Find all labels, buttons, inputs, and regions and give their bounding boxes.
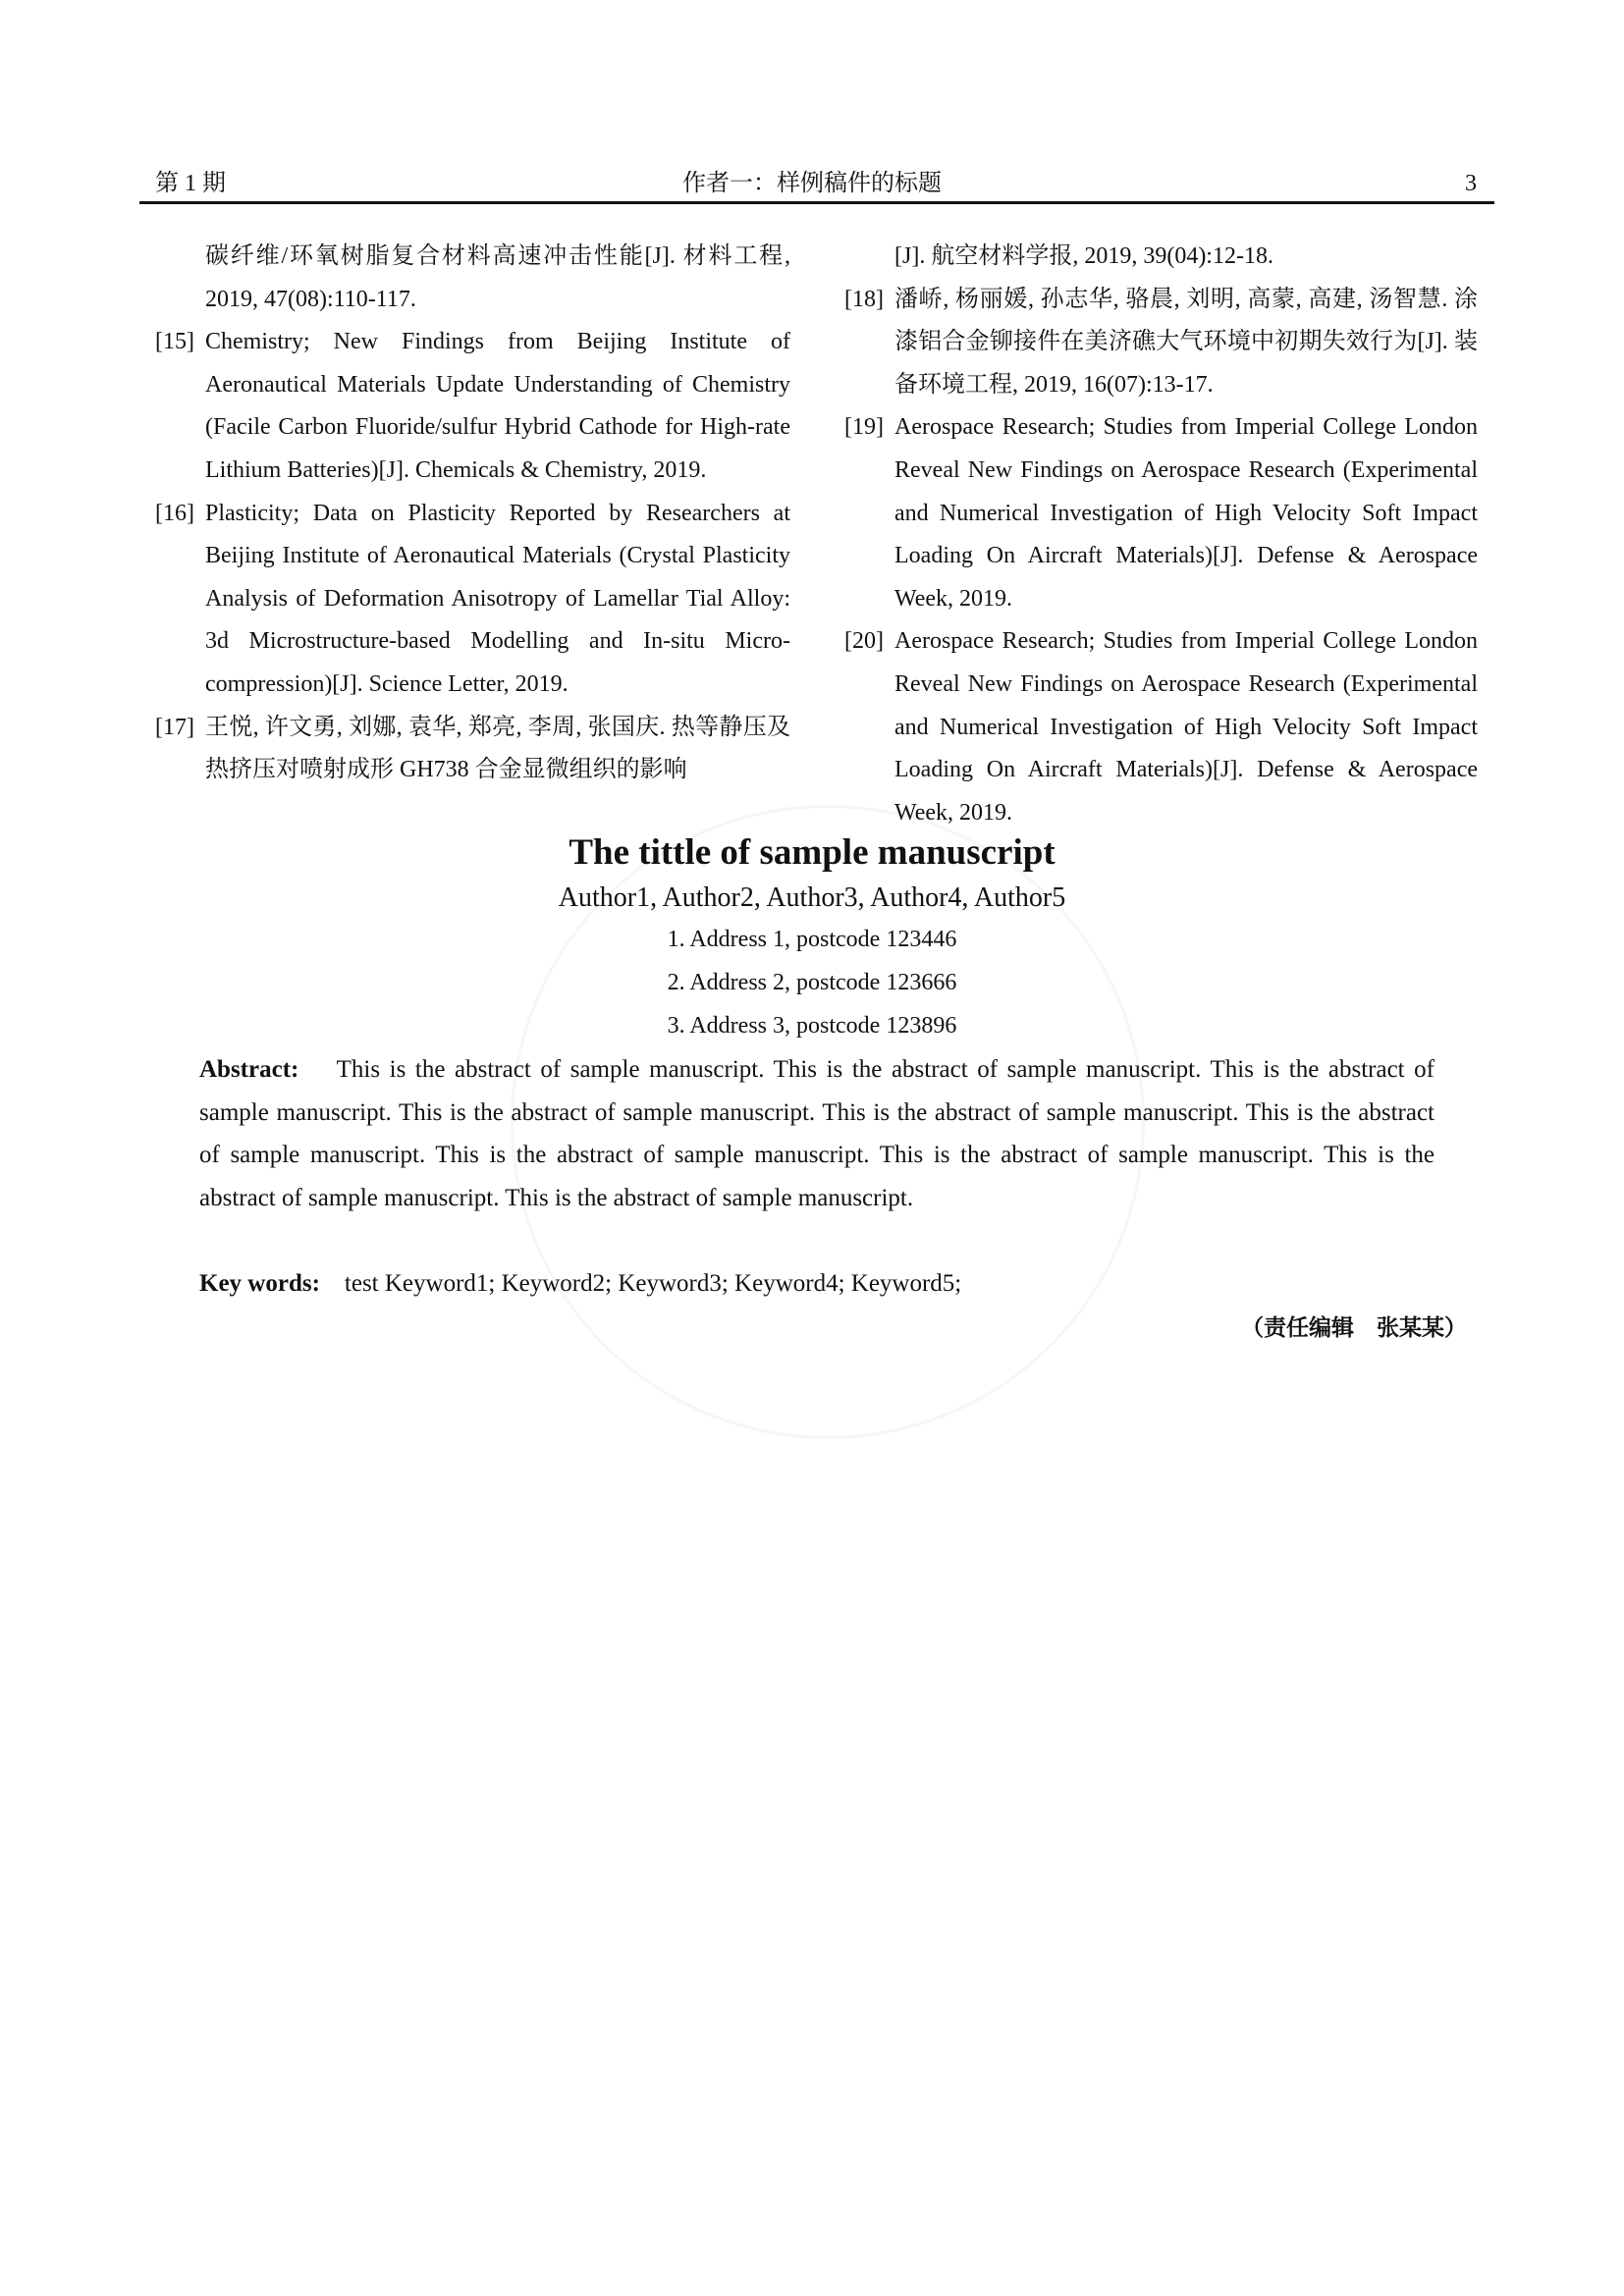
reference-number: [17]: [155, 714, 194, 740]
reference-text: Aerospace Research; Studies from Imperial College London Reveal New Findings on Aerospace Research (Experimental and Numerical Investigation of High Velocity Soft Impact Loading On Aircraft Materials)[J]. Defense & Aerospace Week, 2019.: [894, 414, 1478, 612]
abstract: [199, 1048, 1435, 1219]
abstract-text: This is the abstract of sample manuscript. This is the abstract of sample manuscript. This is the abstract of sample manuscript. This is the abstract of sample manuscript. This is the abstract of sample manuscript. This is the abstract of sample manuscript. This is the abstract of sample manuscript. This is the abstract of sample manuscript. This is the abstract of sample manuscript. This is the abstract of sample manuscript.: [199, 1056, 1435, 1211]
reference-continuation: [J]. 航空材料学报, 2019, 39(04):12-18.: [894, 243, 1273, 269]
responsible-editor: （责任编辑 张某某）: [1241, 1315, 1467, 1341]
english-title: The tittle of sample manuscript: [568, 832, 1056, 873]
reference-number: [18]: [844, 286, 884, 312]
reference-text: Chemistry; New Findings from Beijing Institute of Aeronautical Materials Update Understanding of Chemistry (Facile Carbon Fluoride/sulfur Hybrid Cathode for High-rate Lithium Batteries)[J]. Chemicals & Chemistry, 2019.: [205, 329, 790, 483]
reference-item: [844, 279, 1478, 407]
reference-item: [844, 620, 1478, 834]
address-1: 1. Address 1, postcode 123446: [667, 927, 957, 952]
reference-text: Aerospace Research; Studies from Imperial College London Reveal New Findings on Aerospace Research (Experimental and Numerical Investigation of High Velocity Soft Impact Loading On Aircraft Materials)[J]. Defense & Aerospace Week, 2019.: [894, 628, 1478, 826]
abstract-label: Abstract:: [199, 1056, 299, 1083]
reference-item: [844, 406, 1478, 620]
reference-item: [155, 321, 790, 492]
reference-number: [16]: [155, 500, 194, 526]
reference-number: [20]: [844, 628, 884, 655]
keywords-text: test Keyword1; Keyword2; Keyword3; Keyword4; Keyword5;: [344, 1270, 962, 1297]
address-3: 3. Address 3, postcode 123896: [667, 1013, 957, 1039]
header-rule: [139, 201, 1494, 204]
references-right-column: [844, 236, 1478, 834]
reference-text: 潘峤, 杨丽媛, 孙志华, 骆晨, 刘明, 高蒙, 高建, 汤智慧. 涂漆铝合金铆接件在美济礁大气环境中初期失效行为[J]. 装备环境工程, 2019, 16(07):13-17.: [894, 286, 1478, 398]
author-list: Author1, Author2, Author3, Author4, Author5: [558, 882, 1066, 913]
reference-text: Plasticity; Data on Plasticity Reported by Researchers at Beijing Institute of Aeronautical Materials (Crystal Plasticity Analysis of Deformation Anisotropy of Lamellar Tial Alloy: 3d Microstructure-based Modelling and In-situ Micro-compression)[J]. Science Letter, 2019.: [205, 500, 790, 697]
reference-number: [19]: [844, 414, 884, 441]
address-2: 2. Address 2, postcode 123666: [667, 970, 957, 995]
reference-continuation: 碳纤维/环氧树脂复合材料高速冲击性能[J]. 材料工程, 2019, 47(08):110-117.: [205, 243, 790, 312]
keywords: [199, 1262, 1435, 1306]
keywords-label: Key words:: [199, 1270, 320, 1297]
reference-item: [155, 707, 790, 792]
page-number: 3: [1465, 171, 1477, 196]
running-title: 作者一：样例稿件的标题: [682, 171, 942, 196]
reference-text: 王悦, 许文勇, 刘娜, 袁华, 郑亮, 李周, 张国庆. 热等静压及热挤压对喷射成形 GH738 合金显微组织的影响: [205, 714, 790, 783]
issue-number: 第 1 期: [155, 171, 226, 196]
reference-number: [15]: [155, 329, 194, 355]
references-left-column: [155, 236, 790, 792]
reference-item: [155, 493, 790, 707]
